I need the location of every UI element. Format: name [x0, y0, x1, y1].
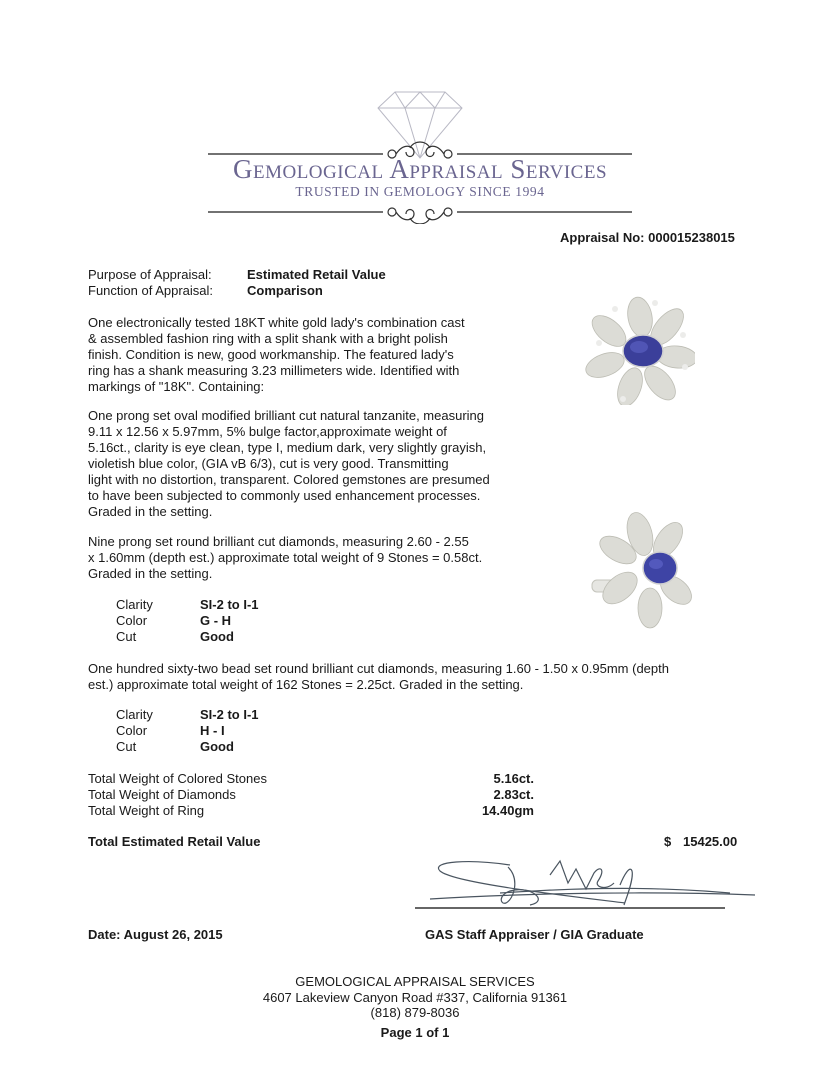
ring-description: One electronically tested 18KT white gold lady's combination cast & assembled fashion ring with a split shank with a bright polish finish. Condition is new, good workmanship. The featured lady's ring has a shank measuring 3.23 millimeters wide. Identified with markings of "18K". Containing:	[88, 315, 465, 394]
spec-label-color: Color	[116, 723, 148, 738]
purpose-label: Purpose of Appraisal:	[88, 267, 212, 282]
spec-label-clarity: Clarity	[116, 707, 153, 722]
page-number: Page 1 of 1	[380, 1025, 450, 1040]
company-tagline: TRUSTED IN GEMOLOGY SINCE 1994	[295, 184, 545, 199]
total-diamonds-label: Total Weight of Diamonds	[88, 787, 236, 802]
total-colored-stones-label: Total Weight of Colored Stones	[88, 771, 267, 786]
spec-label-cut: Cut	[116, 629, 137, 644]
total-ring-weight-label: Total Weight of Ring	[88, 803, 205, 818]
footer-phone: (818) 879-8036	[370, 1005, 460, 1020]
appraiser-signature	[410, 855, 760, 915]
tanzanite-description: One prong set oval modified brilliant cut natural tanzanite, measuring 9.11 x 12.56 x 5.97mm, 5% bulge factor,approximate weight of 5.16ct., clarity is eye clean, type I, medium dark, very slightly grayish, violetish blue color, (GIA vB 6/3), cut is very good. Transmitting light with no distortion, transparent. Colored gemstones are presumed to have been subjected to commonly used enhancement processes. Graded in the setting.	[88, 408, 490, 519]
retail-value-label: Total Estimated Retail Value	[88, 834, 261, 849]
bead-diamonds-description: One hundred sixty-two bead set round brilliant cut diamonds, measuring 1.60 - 1.50 x 0.95mm (depth est.) approximate total weight of 162 Stones = 2.25ct. Graded in the setting.	[88, 661, 669, 692]
total-colored-stones-value: 5.16ct.	[493, 771, 534, 786]
appraisal-number: Appraisal No: 000015238015	[560, 230, 735, 245]
spec-value-color: H - I	[200, 723, 225, 738]
spec-value-clarity: SI-2 to I-1	[200, 597, 259, 612]
purpose-value: Estimated Retail Value	[247, 267, 386, 282]
company-name: Gemological Appraisal Services	[232, 154, 608, 184]
function-value: Comparison	[247, 283, 323, 298]
spec-value-cut: Good	[200, 629, 234, 644]
ring-angle-view-image	[590, 510, 700, 630]
total-ring-weight-value: 14.40gm	[481, 803, 534, 818]
appraisal-date: Date: August 26, 2015	[88, 927, 223, 942]
spec-label-cut: Cut	[116, 739, 137, 754]
currency-symbol: $	[664, 834, 672, 849]
spec-label-color: Color	[116, 613, 148, 628]
spec-value-color: G - H	[200, 613, 232, 628]
total-diamonds-value: 2.83ct.	[493, 787, 534, 802]
spec-label-clarity: Clarity	[116, 597, 153, 612]
function-label: Function of Appraisal:	[88, 283, 214, 298]
footer-address: 4607 Lakeview Canyon Road #337, California 91361	[262, 990, 568, 1005]
appraiser-title: GAS Staff Appraiser / GIA Graduate	[425, 927, 644, 942]
footer-company: GEMOLOGICAL APPRAISAL SERVICES	[295, 974, 535, 989]
retail-value-amount: 15425.00	[683, 834, 738, 849]
prong-diamonds-description: Nine prong set round brilliant cut diamonds, measuring 2.60 - 2.55 x 1.60mm (depth est.) approximate total weight of 9 Stones = 0.58ct. Graded in the setting.	[88, 534, 483, 581]
spec-value-cut: Good	[200, 739, 234, 754]
spec-value-clarity: SI-2 to I-1	[200, 707, 259, 722]
ring-top-view-image	[585, 295, 695, 405]
